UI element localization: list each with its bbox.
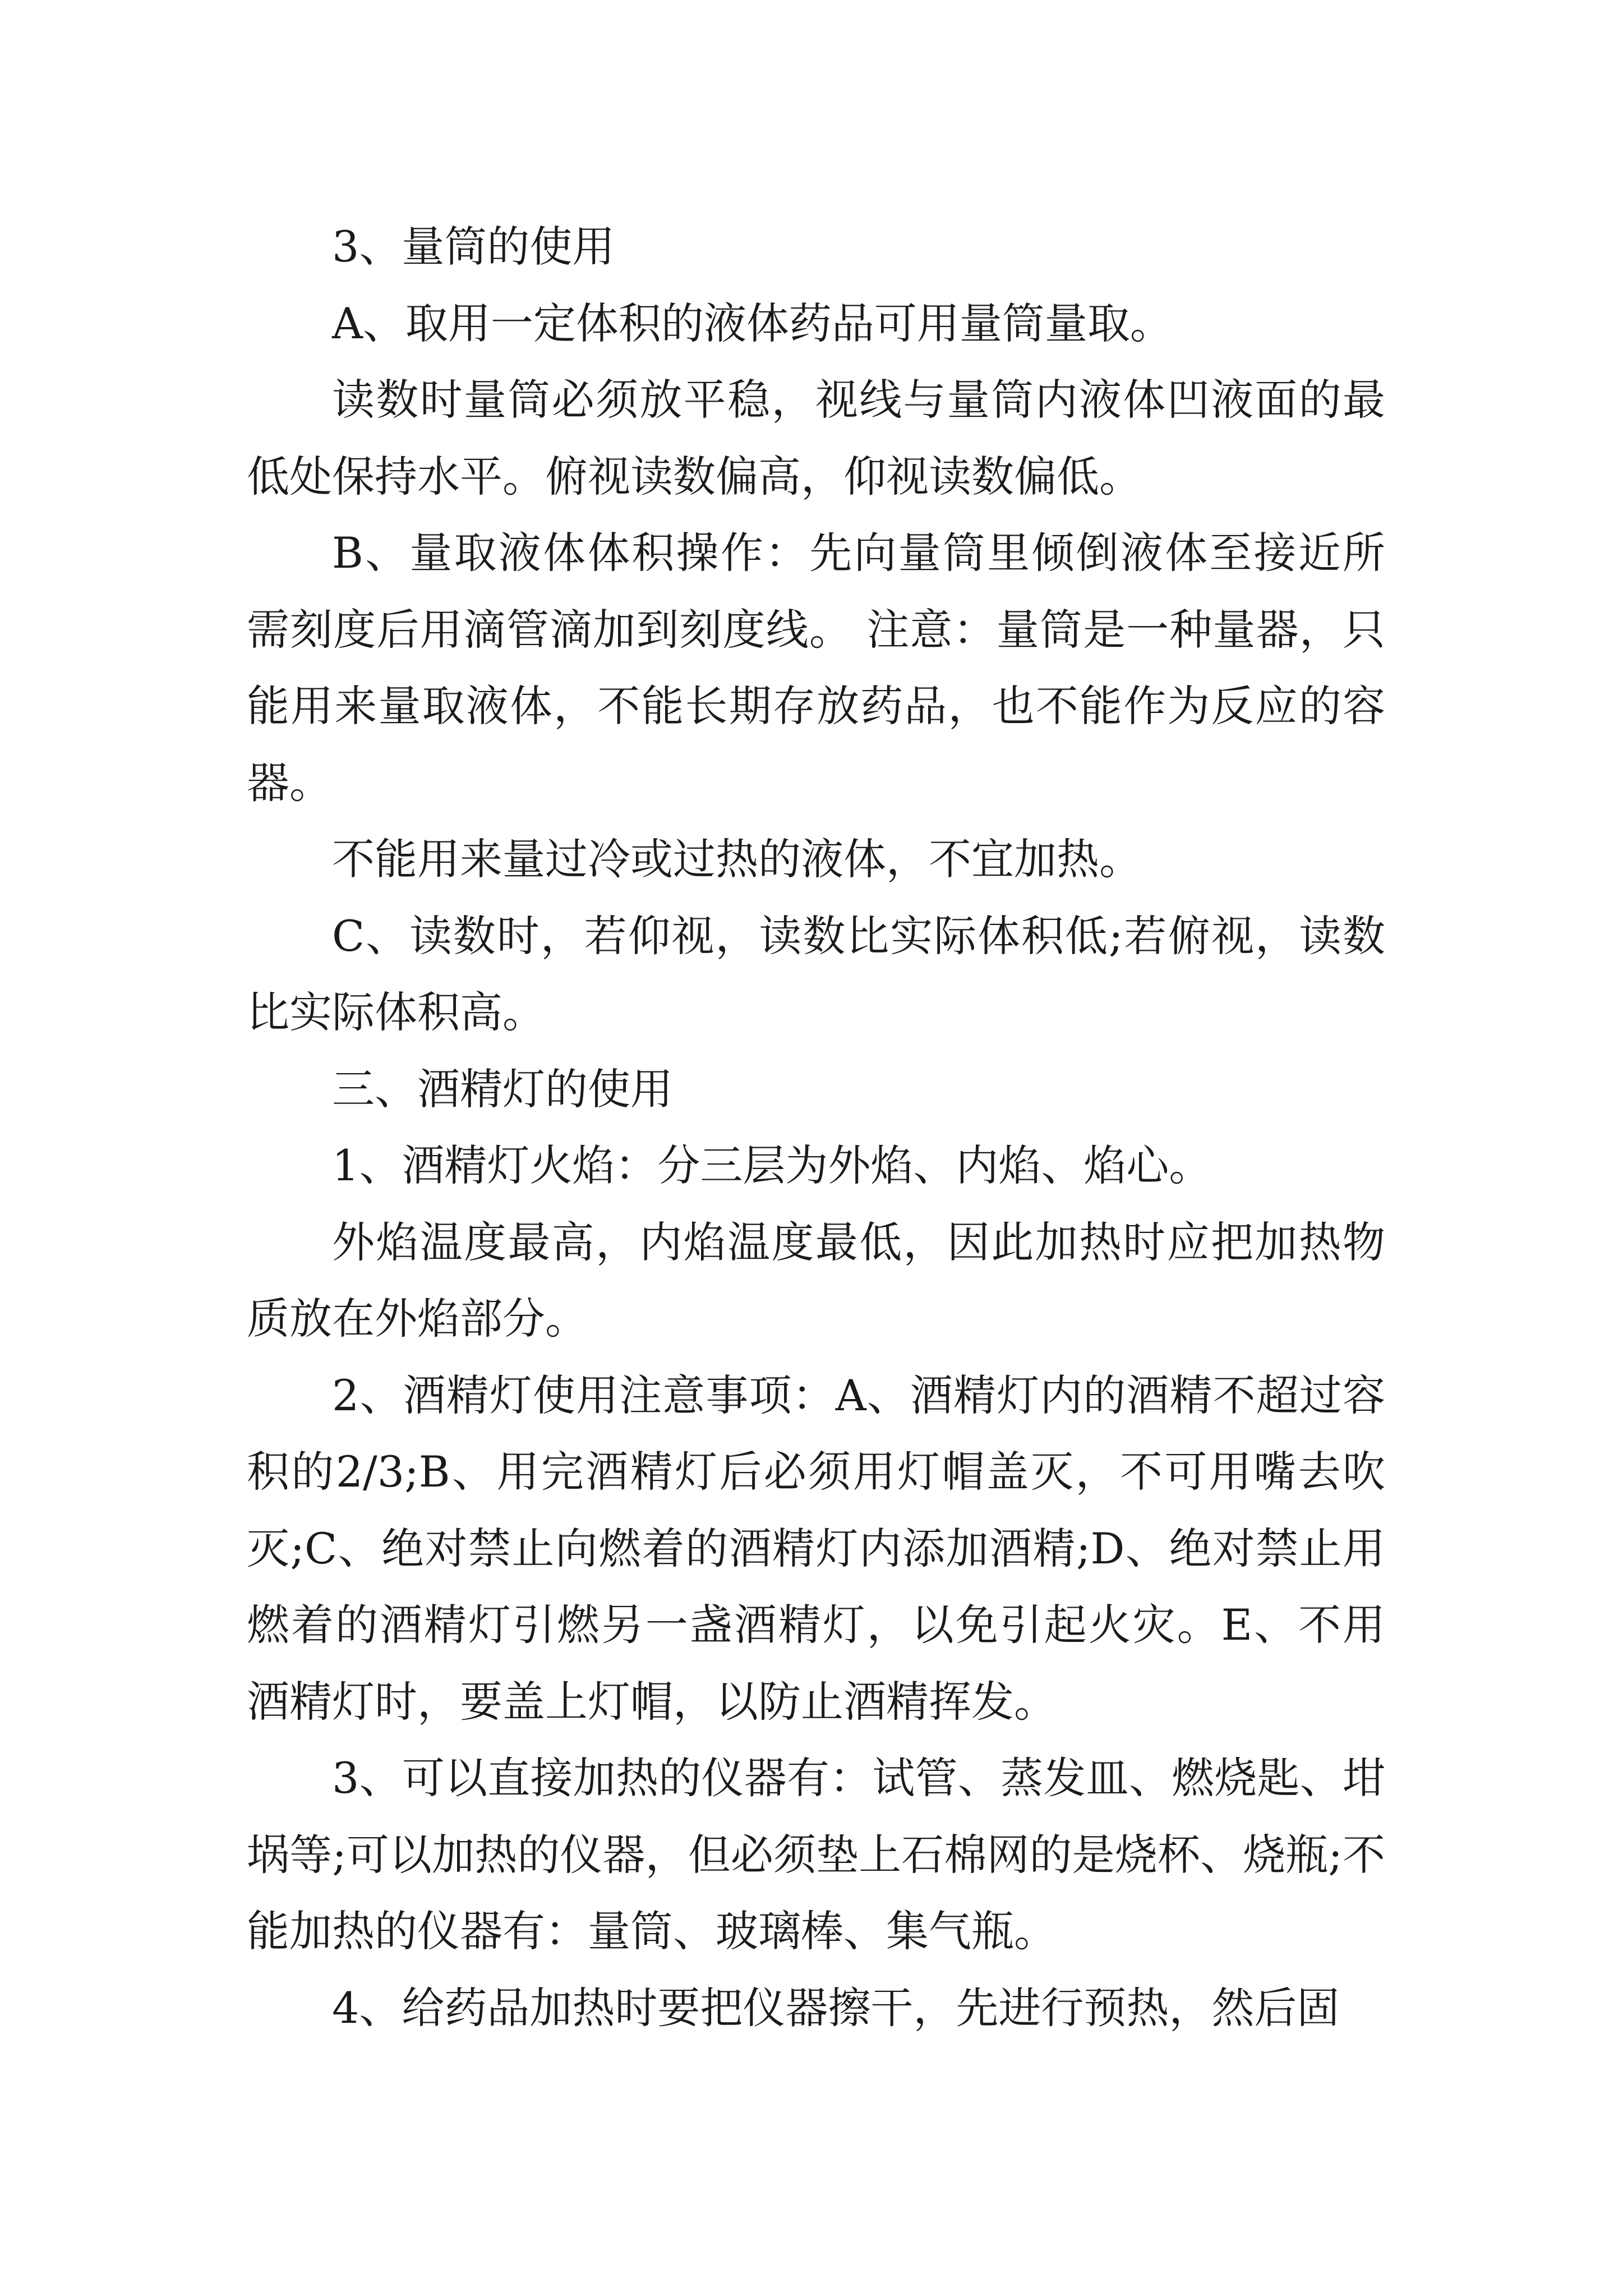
paragraph-flame-temperature: 外焰温度最高，内焰温度最低，因此加热时应把加热物质放在外焰部分。 (247, 1217, 1385, 1343)
paragraph-cylinder-reading: 读数时量筒必须放平稳，视线与量筒内液体凹液面的最低处保持水平。俯视读数偏高，仰视读数偏低。 (247, 375, 1385, 501)
paragraph-graduated-cylinder-heading: 3、量筒的使用 (332, 222, 615, 272)
document-page (247, 209, 1385, 2046)
paragraph-lamp-flame: 1、酒精灯火焰：分三层为外焰、内焰、焰心。 (332, 1140, 1212, 1190)
paragraph-lamp-precautions: 2、酒精灯使用注意事项：A、酒精灯内的酒精不超过容积的2/3;B、用完酒精灯后必须用灯帽盖灭，不可用嘴去吹灭;C、绝对禁止向燃着的酒精灯内添加酒精;D、绝对禁止用燃着的酒精灯引燃另一盏酒精灯，以免引起火灾。E、不用酒精灯时，要盖上灯帽，以防止酒精挥发。 (247, 1370, 1385, 1727)
paragraph-cylinder-temperature: 不能用来量过冷或过热的液体，不宜加热。 (332, 834, 1142, 884)
paragraph-alcohol-lamp-heading: 三、酒精灯的使用 (332, 1064, 673, 1114)
paragraph-cylinder-usage-b: B、量取液体体积操作：先向量筒里倾倒液体至接近所需刻度后用滴管滴加到刻度线。 注意：量筒是一种量器，只能用来量取液体，不能长期存放药品，也不能作为反应的容器。 (247, 528, 1385, 808)
paragraph-cylinder-usage-a: A、取用一定体积的液体药品可用量筒量取。 (332, 298, 1173, 348)
paragraph-cylinder-usage-c: C、读数时，若仰视，读数比实际体积低;若俯视，读数比实际体积高。 (247, 910, 1385, 1037)
paragraph-heatable-instruments: 3、可以直接加热的仪器有：试管、蒸发皿、燃烧匙、坩埚等;可以加热的仪器，但必须垫上石棉网的是烧杯、烧瓶;不能加热的仪器有：量筒、玻璃棒、集气瓶。 (247, 1753, 1385, 1956)
paragraph-heating-procedure: 4、给药品加热时要把仪器擦干，先进行预热，然后固 (332, 1982, 1340, 2033)
